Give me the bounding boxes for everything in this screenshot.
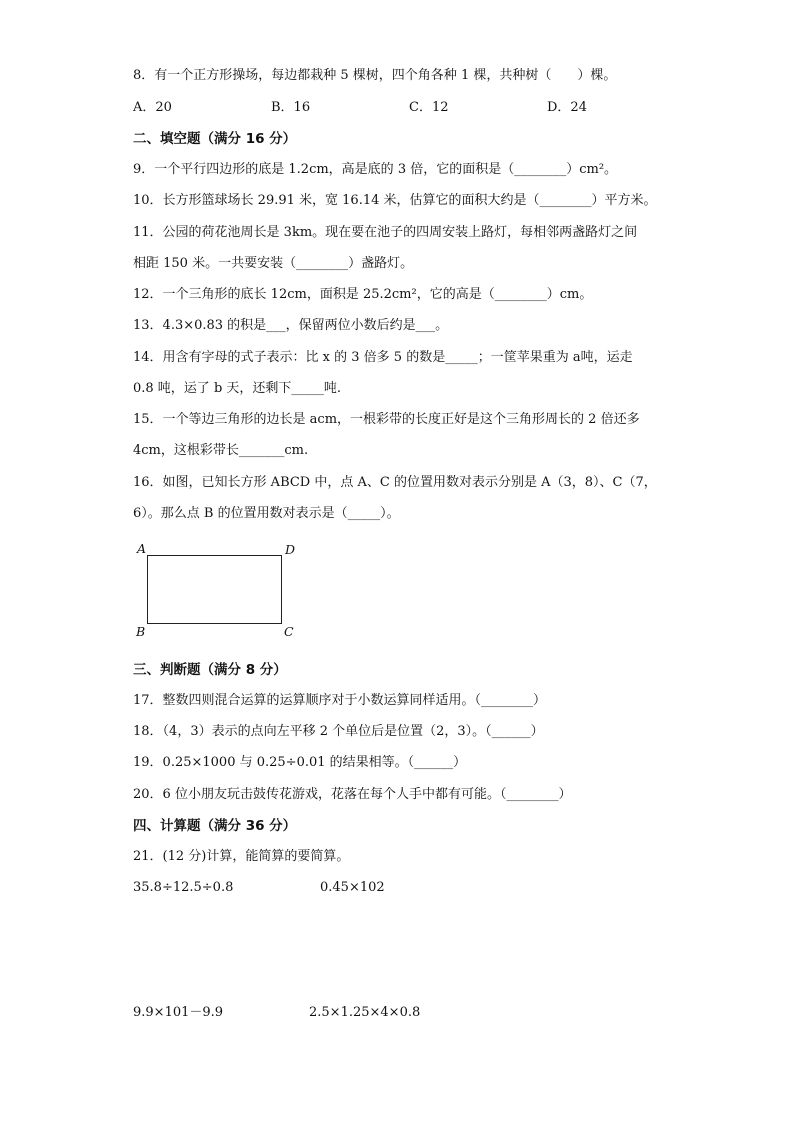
question-21: 21．(12 分)计算，能简算的要简算。 xyxy=(133,849,350,864)
question-11-line-1: 11．公园的荷花池周长是 3km。现在要在池子的四周安装上路灯，每相邻两盏路灯之间 xyxy=(133,225,638,240)
question-13: 13．4.3×0.83 的积是___，保留两位小数后约是___。 xyxy=(133,318,449,333)
question-16-line-1: 16．如图，已知长方形 ABCD 中，点 A、C 的位置用数对表示分别是 A（3，8）、C（7， xyxy=(133,475,657,490)
section-2-title: 二、填空题（满分 16 分） xyxy=(133,131,297,147)
question-15-line-2: 4cm，这根彩带长_______cm. xyxy=(133,443,309,458)
vertex-label-c: C xyxy=(284,624,294,639)
rectangle-abcd-figure xyxy=(147,555,282,624)
question-14-line-1: 14．用含有字母的式子表示：比 x 的 3 倍多 5 的数是_____；一筐苹果重为 a吨，运走 xyxy=(133,350,633,365)
question-18: 18．（4，3）表示的点向左平移 2 个单位后是位置（2，3）。（______） xyxy=(133,724,544,739)
question-9: 9．一个平行四边形的底是 1.2cm，高是底的 3 倍，它的面积是（________）cm²。 xyxy=(133,162,618,177)
question-19: 19．0.25×1000 与 0.25÷0.01 的结果相等。（______） xyxy=(133,755,467,770)
vertex-label-b: B xyxy=(136,624,146,639)
vertex-label-a: A xyxy=(137,541,147,556)
question-12: 12．一个三角形的底长 12cm，面积是 25.2cm²，它的高是（________）cm。 xyxy=(133,287,593,302)
question-8: 8．有一个正方形操场，每边都栽种 5 棵树，四个角各种 1 棵，共种树（ ）棵。 xyxy=(133,68,617,83)
expression-3: 9.9×101－9.9 xyxy=(133,1005,224,1020)
option-b: B．16 xyxy=(271,100,311,115)
option-a: A．20 xyxy=(133,100,172,115)
question-10: 10．长方形篮球场长 29.91 米，宽 16.14 米，估算它的面积大约是（________）平方米。 xyxy=(133,193,657,208)
question-20: 20．6 位小朋友玩击鼓传花游戏，花落在每个人手中都有可能。（________） xyxy=(133,787,572,802)
expression-4: 2.5×1.25×4×0.8 xyxy=(309,1005,421,1020)
question-15-line-1: 15．一个等边三角形的边长是 acm，一根彩带的长度正好是这个三角形周长的 2 倍还多 xyxy=(133,412,640,427)
option-c: C．12 xyxy=(409,100,449,115)
expression-1: 35.8÷12.5÷0.8 xyxy=(133,880,234,895)
expression-2: 0.45×102 xyxy=(320,880,385,895)
option-d: D．24 xyxy=(547,100,587,115)
question-17: 17．整数四则混合运算的运算顺序对于小数运算同样适用。（________） xyxy=(133,693,547,708)
question-11-line-2: 相距 150 米。一共要安装（________）盏路灯。 xyxy=(133,256,414,271)
vertex-label-d: D xyxy=(285,542,296,557)
question-16-line-2: 6）。那么点 B 的位置用数对表示是（_____）。 xyxy=(133,506,400,521)
question-14-line-2: 0.8 吨，运了 b 天，还剩下_____吨. xyxy=(133,381,342,396)
section-4-title: 四、计算题（满分 36 分） xyxy=(133,818,297,834)
section-3-title: 三、判断题（满分 8 分） xyxy=(133,662,287,678)
